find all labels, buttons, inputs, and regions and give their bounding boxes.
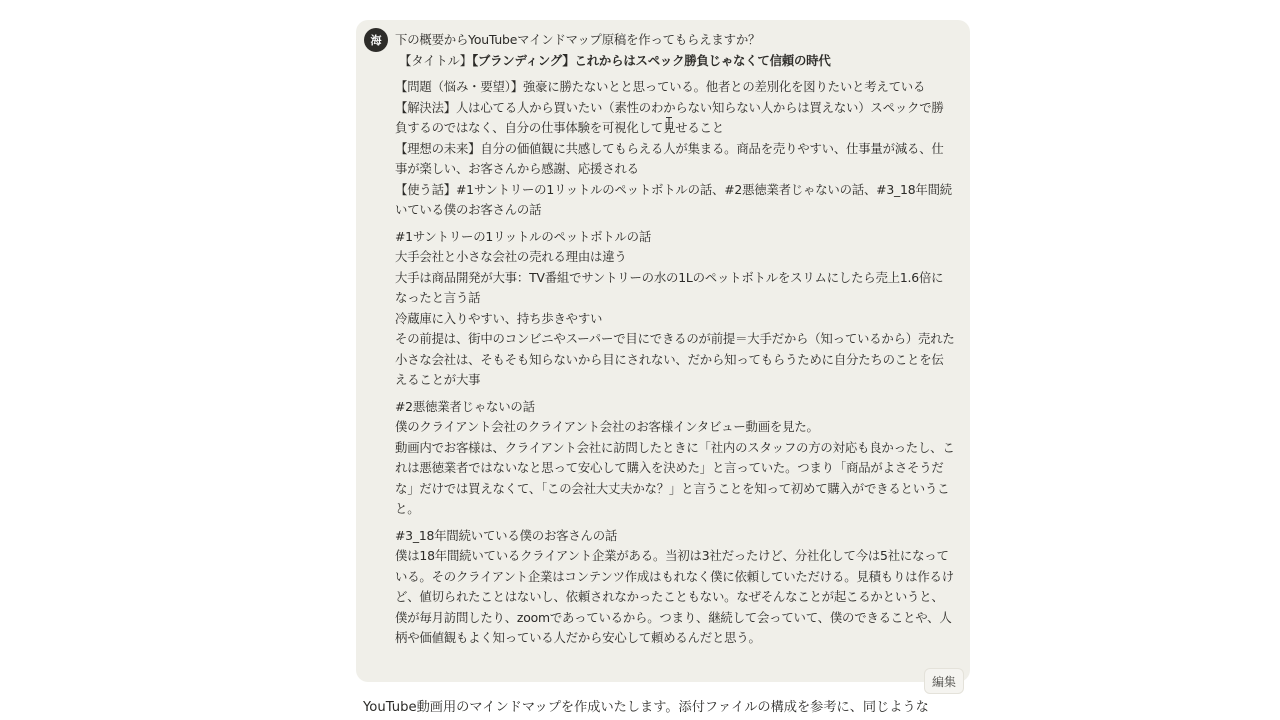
stories-line: 【使う話】#1サントリーの1リットルのペットボトルの話、#2悪徳業者じゃないの話、#3_18年間続いている僕のお客さんの話 — [395, 181, 952, 217]
story1-heading: #1サントリーの1リットルのペットボトルの話 — [395, 228, 652, 244]
story2-line: 僕のクライアント会社のクライアント会社のお客様インタビュー動画を見た。 — [395, 419, 819, 434]
story1-line: 小さな会社は、そもそも知らないから目にされない、だから知ってもらうために自分たちのことを伝えることが大事 — [395, 351, 944, 387]
problem-line: 【問題（悩み・要望）】強豪に勝たないとと思っている。他者との差別化を図りたいと考えている — [395, 79, 926, 94]
story1-line: 大手は商品開発が大事：TV番組でサントリーの水の1Lのペットボトルをスリムにしたら売上1.6倍になったと言う話 — [395, 269, 944, 305]
story2-line: 動画内でお客様は、クライアント会社に訪問したときに「社内のスタッフの方の対応も良かったし、これは悪徳業者ではないなと思って安心して購入を決めた」と言っていた。つまり「商品がよさそうだな」だけでは買えなくて、「この会社大丈夫かな？」と言うことを知って初めて購入ができるということ。 — [395, 439, 955, 516]
story3-heading: #3_18年間続いている僕のお客さんの話 — [395, 527, 618, 543]
solution-line: 【解決法】人は心てる人から買いたい（素性のわからない知らない人からは買えない）スペックで勝負するのではなく、自分の仕事体験を可視化して見せること — [395, 99, 944, 135]
title-bold: 【ブランディング】これからはスペック勝負じゃなくて信頼の時代 — [471, 52, 831, 68]
title-line — [395, 51, 955, 72]
request-line: 下の概要からYouTubeマインドマップ原稿を作ってもらえますか？ — [395, 32, 761, 47]
user-message-text — [395, 30, 955, 649]
user-avatar: 海 — [364, 28, 388, 52]
story1-line: その前提は、街中のコンビニやスーパーで目にできるのが前提＝大手だから（知っているから）売れた — [395, 331, 955, 346]
user-message-bubble — [356, 20, 970, 682]
text-cursor-icon — [666, 117, 672, 129]
story3-line: 僕は18年間続いているクライアント企業がある。当初は3社だったけど、分社化して今は5社になっている。そのクライアント企業はコンテンツ作成はもれなく僕に依頼していただける。見積もりは作るけど、値切られたことはないし、依頼されなかったこともない。なぜそんなことが起こるかというと、僕が毎月訪問したり、zoomであっているから。つまり、継続して会っていて、僕のできることや、人柄や価値観もよく知っている人だから安心して頼めるんだと思う。 — [395, 548, 954, 645]
story1-line: 冷蔵庫に入りやすい、持ち歩きやすい — [395, 310, 603, 326]
edit-button[interactable]: 編集 — [924, 668, 964, 694]
story2-heading: #2悪徳業者じゃないの話 — [395, 398, 535, 414]
future-line: 【理想の未来】自分の価値観に共感してもらえる人が集まる。商品を売りやすい、仕事量が減る、仕事が楽しい、お客さんから感謝、応援される — [395, 140, 944, 176]
assistant-reply-text: YouTube動画用のマインドマップを作成いたします。添付ファイルの構成を参考に、同じような — [363, 700, 929, 715]
story1-line: 大手会社と小さな会社の売れる理由は違う — [395, 249, 627, 264]
title-prefix: 【タイトル】 — [399, 52, 472, 68]
